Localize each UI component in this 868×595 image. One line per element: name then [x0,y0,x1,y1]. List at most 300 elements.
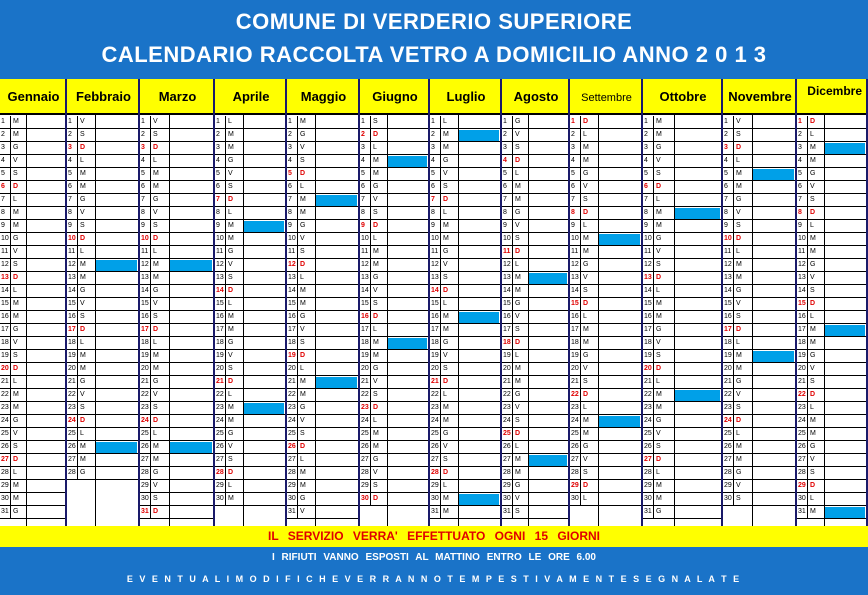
cell-divider [512,194,513,206]
day-number: 24 [644,417,652,424]
day-row [0,493,65,506]
weekday-letter: D [13,274,19,281]
weekday-letter: M [153,261,159,268]
day-row [67,350,138,363]
cell-divider [580,168,581,180]
glass-pickup-marker [529,273,567,284]
day-number: 27 [571,456,579,463]
day-number: 15 [724,300,732,307]
day-number: 16 [724,313,732,320]
calendar-title: CALENDARIO RACCOLTA VETRO A DOMICILIO ANNO 2 0 1 3 [101,42,767,67]
weekday-letter: M [13,482,19,489]
day-row [140,207,213,220]
cell-divider [440,311,441,323]
weekday-letter: L [515,352,519,359]
day-number: 26 [288,443,296,450]
weekday-letter: L [515,261,519,268]
cell-divider [512,155,513,167]
day-row [140,246,213,259]
cell-divider [733,116,734,128]
month-header: Dicembre [797,79,868,115]
weekday-letter: M [443,313,449,320]
weekday-letter: S [228,365,233,372]
month-header: Marzo [140,79,215,115]
cell-divider [297,233,298,245]
weekday-letter: D [656,274,662,281]
day-row [0,116,65,129]
cell-divider [150,506,151,518]
day-number: 25 [288,430,296,437]
day-number: 16 [68,313,76,320]
day-number: 7 [216,196,220,203]
inner-column-line [458,115,459,526]
cell-divider [297,311,298,323]
day-row [643,324,721,337]
weekday-letter: S [13,170,18,177]
cell-divider [807,181,808,193]
day-number: 28 [361,469,369,476]
day-row [430,285,500,298]
cell-divider [733,285,734,297]
day-number: 27 [288,456,296,463]
glass-pickup-marker [459,312,499,323]
cell-divider [807,207,808,219]
day-row [430,116,500,129]
day-row [723,337,795,350]
day-row [570,207,641,220]
day-row [797,311,866,324]
day-row [360,168,428,181]
weekday-letter: V [515,222,520,229]
day-number: 7 [503,196,507,203]
day-number: 13 [644,274,652,281]
cell-divider [807,324,808,336]
glass-pickup-marker [170,442,212,453]
day-number: 27 [216,456,224,463]
day-row [215,441,285,454]
weekday-letter: M [300,209,306,216]
cell-divider [733,363,734,375]
cell-divider [370,480,371,492]
weekday-letter: M [373,430,379,437]
weekday-letter: M [583,157,589,164]
day-number: 21 [724,378,732,385]
cell-divider [440,363,441,375]
glass-pickup-marker [170,260,212,271]
weekday-letter: G [300,131,306,138]
weekday-letter: V [153,300,158,307]
cell-divider [512,467,513,479]
cell-divider [225,415,226,427]
cell-divider [225,168,226,180]
day-row [723,389,795,402]
day-number: 13 [724,274,732,281]
weekday-letter: V [13,430,18,437]
weekday-letter: S [736,495,741,502]
day-number: 3 [68,144,72,151]
cell-divider [150,415,151,427]
day-number: 30 [724,495,732,502]
cell-divider [77,415,78,427]
day-number: 6 [644,183,648,190]
day-number: 27 [798,456,806,463]
day-row [215,324,285,337]
day-row [287,441,358,454]
cell-divider [512,311,513,323]
day-row [215,480,285,493]
weekday-letter: S [656,170,661,177]
cell-divider [580,493,581,505]
day-number: 14 [288,287,296,294]
day-number: 11 [431,248,439,255]
day-row [67,376,138,389]
cell-divider [653,415,654,427]
day-row [723,129,795,142]
cell-divider [370,259,371,271]
weekday-letter: G [515,118,521,125]
weekday-letter: G [80,287,86,294]
day-number: 21 [431,378,439,385]
day-row [140,155,213,168]
weekday-letter: V [153,209,158,216]
day-row [215,493,285,506]
weekday-letter: G [300,495,306,502]
day-number: 7 [141,196,145,203]
day-number: 18 [798,339,806,346]
day-row [723,259,795,272]
day-number: 19 [216,352,224,359]
day-number: 2 [288,131,292,138]
day-number: 29 [361,482,369,489]
weekday-letter: M [656,391,662,398]
cell-divider [370,233,371,245]
cell-divider [150,142,151,154]
day-row [287,350,358,363]
day-number: 4 [798,157,802,164]
day-row [643,116,721,129]
day-number: 16 [503,313,511,320]
day-number: 3 [361,144,365,151]
cell-divider [225,337,226,349]
weekday-letter: D [373,495,379,502]
changes-notice: E V E N T U A L I M O D I F I C H E V E R R A N N O T E M P E S T I V A M E N T E S E G N A L A T E [126,574,742,584]
day-number: 7 [361,196,365,203]
day-row [570,259,641,272]
day-number: 3 [724,144,728,151]
day-row [643,220,721,233]
day-number: 25 [68,430,76,437]
weekday-letter: D [810,118,816,125]
day-number: 2 [571,131,575,138]
cell-divider [10,181,11,193]
day-row [215,181,285,194]
day-number: 11 [288,248,296,255]
day-number: 12 [798,261,806,268]
day-row [797,493,866,506]
cell-divider [297,389,298,401]
cell-divider [297,402,298,414]
day-row [360,337,428,350]
day-number: 8 [361,209,365,216]
day-number: 7 [724,196,728,203]
weekday-letter: M [656,131,662,138]
day-number: 7 [431,196,435,203]
cell-divider [150,207,151,219]
day-number: 27 [141,456,149,463]
day-row [797,116,866,129]
weekday-letter: G [810,443,816,450]
day-row [67,441,138,454]
cell-divider [297,363,298,375]
cell-divider [733,428,734,440]
cell-divider [297,454,298,466]
weekday-letter: L [300,365,304,372]
day-row [430,155,500,168]
weekday-letter: V [583,365,588,372]
day-number: 1 [288,118,292,125]
day-number: 5 [216,170,220,177]
cell-divider [297,415,298,427]
day-row [723,454,795,467]
cell-divider [297,441,298,453]
day-number: 17 [68,326,76,333]
cell-divider [653,194,654,206]
day-number: 19 [503,352,511,359]
weekday-letter: S [80,313,85,320]
day-row [0,337,65,350]
day-row [502,259,568,272]
day-number: 27 [644,456,652,463]
cell-divider [807,155,808,167]
day-row [643,428,721,441]
day-number: 9 [644,222,648,229]
day-row [67,142,138,155]
day-row [797,142,866,155]
weekday-letter: L [515,443,519,450]
day-row [430,233,500,246]
day-row [67,467,138,480]
weekday-letter: M [228,222,234,229]
weekday-letter: M [153,183,159,190]
day-number: 31 [798,508,806,515]
day-number: 26 [431,443,439,450]
cell-divider [297,298,298,310]
weekday-letter: M [656,313,662,320]
weekday-letter: G [228,248,234,255]
day-number: 15 [571,300,579,307]
cell-divider [807,493,808,505]
cell-divider [440,259,441,271]
weekday-letter: D [13,365,19,372]
day-number: 21 [216,378,224,385]
day-row [570,337,641,350]
day-row [502,337,568,350]
weekday-letter: S [443,456,448,463]
weekday-letter: V [13,248,18,255]
cell-divider [225,285,226,297]
weekday-letter: S [515,417,520,424]
day-number: 9 [431,222,435,229]
day-number: 10 [361,235,369,242]
cell-divider [733,311,734,323]
day-row [140,363,213,376]
day-row [502,467,568,480]
day-row [797,467,866,480]
day-number: 6 [571,183,575,190]
day-row [502,493,568,506]
day-row [0,454,65,467]
inner-column-line [315,115,316,526]
cell-divider [580,246,581,258]
cell-divider [440,506,441,518]
cell-divider [440,168,441,180]
cell-divider [733,493,734,505]
weekday-letter: S [228,456,233,463]
cell-divider [807,415,808,427]
weekday-letter: G [300,404,306,411]
cell-divider [370,116,371,128]
day-number: 13 [1,274,9,281]
cell-divider [10,363,11,375]
cell-divider [370,441,371,453]
day-number: 13 [431,274,439,281]
day-number: 20 [503,365,511,372]
cell-divider [733,207,734,219]
glass-pickup-marker [96,260,137,271]
weekday-letter: G [228,339,234,346]
day-row [643,285,721,298]
day-row [140,350,213,363]
day-row [215,142,285,155]
day-number: 7 [798,196,802,203]
cell-divider [580,142,581,154]
cell-divider [807,389,808,401]
day-row [723,181,795,194]
day-row [797,246,866,259]
day-number: 23 [1,404,9,411]
day-number: 17 [571,326,579,333]
weekday-letter: V [443,443,448,450]
day-row [215,246,285,259]
cell-divider [370,467,371,479]
day-number: 14 [68,287,76,294]
weekday-letter: M [656,222,662,229]
day-number: 26 [798,443,806,450]
day-number: 19 [798,352,806,359]
weekday-letter: G [80,378,86,385]
cell-divider [440,415,441,427]
day-number: 8 [288,209,292,216]
cell-divider [225,181,226,193]
cell-divider [440,402,441,414]
weekday-letter: M [153,365,159,372]
day-row [215,233,285,246]
day-row [430,324,500,337]
weekday-letter: D [515,339,521,346]
day-number: 22 [571,391,579,398]
cell-divider [580,298,581,310]
day-number: 20 [1,365,9,372]
weekday-letter: L [153,157,157,164]
day-row [67,233,138,246]
weekday-letter: D [736,417,742,424]
day-number: 28 [288,469,296,476]
day-row [570,285,641,298]
cell-divider [440,285,441,297]
glass-pickup-marker [753,351,794,362]
month-header: Luglio [430,79,502,115]
day-row [502,116,568,129]
month-column-aprile [215,79,287,526]
weekday-letter: V [228,261,233,268]
day-row [140,467,213,480]
day-row [67,402,138,415]
service-frequency-banner: IL SERVIZIO VERRA' EFFETTUATO OGNI 15 GIORNI [0,526,868,547]
day-row [287,272,358,285]
day-number: 5 [503,170,507,177]
day-row [502,415,568,428]
weekday-letter: M [583,144,589,151]
day-number: 16 [644,313,652,320]
day-number: 23 [571,404,579,411]
weekday-letter: D [373,404,379,411]
day-number: 2 [644,131,648,138]
weekday-letter: V [80,391,85,398]
day-number: 5 [68,170,72,177]
day-number: 19 [644,352,652,359]
cell-divider [733,259,734,271]
day-row [0,181,65,194]
weekday-letter: M [810,430,816,437]
day-number: 21 [798,378,806,385]
weekday-letter: G [373,365,379,372]
day-number: 16 [361,313,369,320]
day-row [287,363,358,376]
weekday-letter: V [153,118,158,125]
weekday-letter: G [153,287,159,294]
weekday-letter: M [228,144,234,151]
day-number: 28 [216,469,224,476]
day-row [360,428,428,441]
day-number: 8 [431,209,435,216]
day-row [723,298,795,311]
cell-divider [225,402,226,414]
day-number: 4 [431,157,435,164]
cell-divider [150,168,151,180]
weekday-letter: V [13,157,18,164]
cell-divider [225,155,226,167]
cell-divider [580,454,581,466]
cell-divider [807,142,808,154]
day-number: 18 [288,339,296,346]
cell-divider [370,246,371,258]
cell-divider [733,220,734,232]
cell-divider [370,207,371,219]
weekday-letter: M [515,183,521,190]
weekday-letter: D [153,144,159,151]
cell-divider [297,259,298,271]
cell-divider [77,285,78,297]
cell-divider [297,168,298,180]
day-row [360,272,428,285]
weekday-letter: M [13,300,19,307]
weekday-letter: G [515,391,521,398]
day-row [723,350,795,363]
weekday-letter: G [373,183,379,190]
cell-divider [512,181,513,193]
day-row [643,389,721,402]
weekday-letter: V [583,456,588,463]
